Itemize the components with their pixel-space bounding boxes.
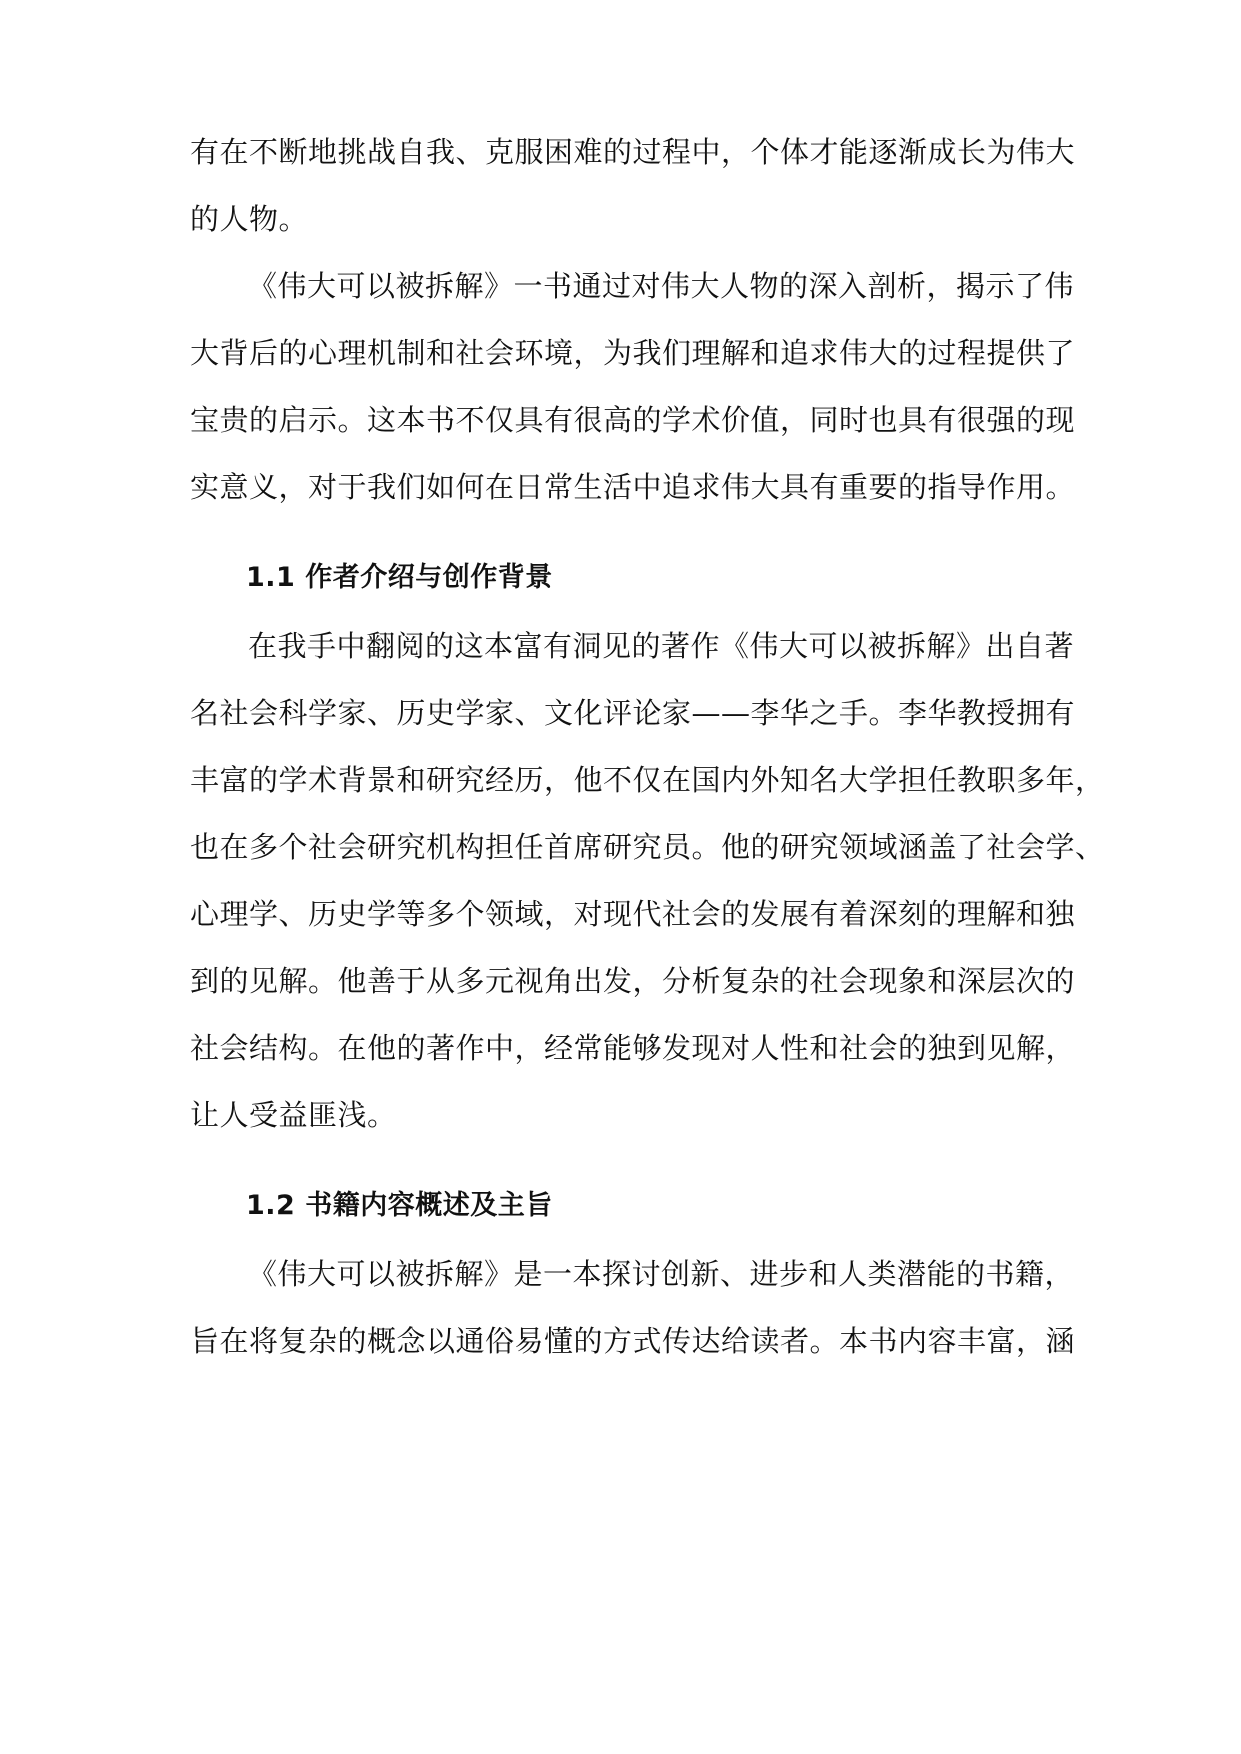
paragraph-line: 《伟大可以被拆解》一书通过对伟大人物的深入剖析，揭示了伟	[248, 269, 1075, 303]
paragraph-line: 让人受益匪浅。	[190, 1098, 397, 1132]
paragraph-line: 名社会科学家、历史学家、文化评论家——李华之手。李华教授拥有	[190, 696, 1076, 730]
paragraph-line: 丰富的学术背景和研究经历，他不仅在国内外知名大学担任教职多年，	[190, 763, 1105, 797]
paragraph-line: 心理学、历史学等多个领域，对现代社会的发展有着深刻的理解和独	[190, 897, 1076, 931]
paragraph-line: 也在多个社会研究机构担任首席研究员。他的研究领域涵盖了社会学、	[190, 830, 1105, 864]
paragraph-line: 实意义，对于我们如何在日常生活中追求伟大具有重要的指导作用。	[190, 470, 1076, 504]
paragraph-line: 的人物。	[190, 202, 309, 236]
paragraph-line: 在我手中翻阅的这本富有洞见的著作《伟大可以被拆解》出自著	[248, 629, 1075, 663]
paragraph-line: 到的见解。他善于从多元视角出发，分析复杂的社会现象和深层次的	[190, 964, 1076, 998]
paragraph-line: 宝贵的启示。这本书不仅具有很高的学术价值，同时也具有很强的现	[190, 403, 1076, 437]
paragraph-line: 社会结构。在他的著作中，经常能够发现对人性和社会的独到见解，	[190, 1031, 1076, 1065]
paragraph-line: 旨在将复杂的概念以通俗易懂的方式传达给读者。本书内容丰富，涵	[190, 1324, 1076, 1358]
section-heading: 1.2 书籍内容概述及主旨	[246, 1190, 553, 1221]
paragraph-line: 大背后的心理机制和社会环境，为我们理解和追求伟大的过程提供了	[190, 336, 1076, 370]
paragraph-line: 有在不断地挑战自我、克服困难的过程中，个体才能逐渐成长为伟大	[190, 135, 1076, 169]
paragraph-line: 《伟大可以被拆解》是一本探讨创新、进步和人类潜能的书籍，	[248, 1257, 1075, 1291]
section-heading: 1.1 作者介绍与创作背景	[246, 562, 553, 593]
